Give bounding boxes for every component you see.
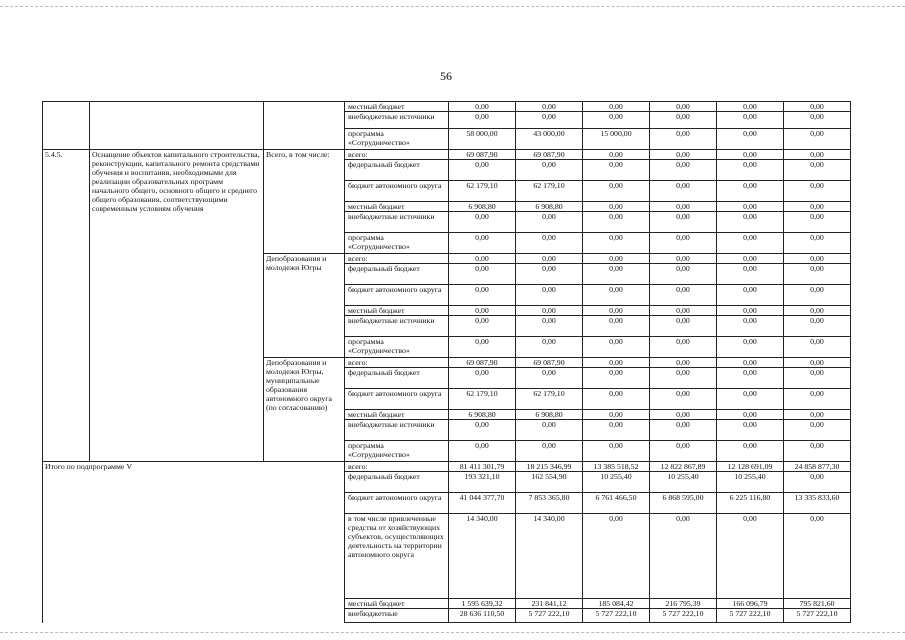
amount-cell: 0,00 — [650, 368, 717, 389]
funding-source-cell: всего: — [345, 254, 449, 264]
table-row — [43, 102, 851, 112]
amount-cell: 0,00 — [650, 264, 717, 285]
funding-source-cell: федеральный бюджет — [345, 368, 449, 389]
amount-cell: 0,00 — [583, 150, 650, 160]
amount-cell: 0,00 — [583, 112, 650, 129]
amount-cell: 0,00 — [583, 264, 650, 285]
amount-cell: 0,00 — [784, 285, 851, 306]
amount-cell: 0,00 — [516, 337, 583, 358]
amount-cell: 0,00 — [650, 181, 717, 202]
amount-cell: 0,00 — [650, 233, 717, 254]
amount-cell: 0,00 — [717, 150, 784, 160]
funding-source-cell: в том числе привлеченные средства от хозяйствующих субъектов, осуществляющих деятельность на территории автономного округа — [345, 514, 449, 599]
amount-cell: 14 340,00 — [516, 514, 583, 599]
amount-cell: 5 727 222,10 — [583, 609, 650, 623]
amount-cell: 0,00 — [784, 472, 851, 493]
amount-cell: 24 858 877,30 — [784, 462, 851, 472]
amount-cell: 0,00 — [717, 285, 784, 306]
funding-source-cell: внебюджетные источники — [345, 316, 449, 337]
amount-cell: 0,00 — [717, 212, 784, 233]
amount-cell: 0,00 — [784, 368, 851, 389]
amount-cell: 0,00 — [516, 441, 583, 462]
amount-cell: 0,00 — [583, 285, 650, 306]
funding-source-cell: федеральный бюджет — [345, 264, 449, 285]
amount-cell: 0,00 — [650, 389, 717, 410]
amount-cell: 5 727 222,10 — [784, 609, 851, 623]
amount-cell: 6 868 595,00 — [650, 493, 717, 514]
amount-cell: 0,00 — [583, 441, 650, 462]
amount-cell: 0,00 — [449, 316, 516, 337]
amount-cell: 0,00 — [717, 316, 784, 337]
amount-cell: 0,00 — [516, 306, 583, 316]
executor-cell: Депобразования и молодежи Югры — [264, 254, 345, 358]
amount-cell: 0,00 — [717, 202, 784, 212]
amount-cell: 6 908,80 — [516, 202, 583, 212]
amount-cell: 0,00 — [516, 102, 583, 112]
amount-cell: 0,00 — [784, 129, 851, 150]
funding-source-cell: всего: — [345, 358, 449, 368]
amount-cell: 0,00 — [717, 368, 784, 389]
amount-cell: 6 908,80 — [449, 410, 516, 420]
amount-cell: 0,00 — [516, 316, 583, 337]
amount-cell: 0,00 — [583, 212, 650, 233]
amount-cell: 0,00 — [583, 181, 650, 202]
funding-source-cell: бюджет автономного округа — [345, 493, 449, 514]
amount-cell: 0,00 — [449, 441, 516, 462]
amount-cell: 12 128 691,09 — [717, 462, 784, 472]
funding-source-cell: бюджет автономного округа — [345, 181, 449, 202]
amount-cell: 0,00 — [650, 337, 717, 358]
amount-cell: 0,00 — [784, 316, 851, 337]
amount-cell: 0,00 — [583, 358, 650, 368]
amount-cell: 0,00 — [516, 420, 583, 441]
amount-cell: 0,00 — [449, 285, 516, 306]
amount-cell: 0,00 — [516, 264, 583, 285]
amount-cell: 0,00 — [717, 306, 784, 316]
amount-cell: 0,00 — [583, 202, 650, 212]
funding-source-cell: программа «Сотрудничество» — [345, 233, 449, 254]
amount-cell: 62 179,10 — [516, 389, 583, 410]
budget-table-body — [43, 102, 851, 623]
funding-source-cell: местный бюджет — [345, 306, 449, 316]
amount-cell: 6 908,80 — [516, 410, 583, 420]
executor-cell — [264, 102, 345, 150]
funding-source-cell: внебюджетные — [345, 609, 449, 623]
amount-cell: 0,00 — [717, 337, 784, 358]
amount-cell: 0,00 — [583, 514, 650, 599]
amount-cell: 6 225 116,80 — [717, 493, 784, 514]
amount-cell: 69 087,90 — [516, 150, 583, 160]
amount-cell: 0,00 — [583, 389, 650, 410]
amount-cell: 0,00 — [516, 212, 583, 233]
amount-cell: 6 908,80 — [449, 202, 516, 212]
funding-source-cell: внебюджетные источники — [345, 212, 449, 233]
amount-cell: 0,00 — [650, 358, 717, 368]
amount-cell: 0,00 — [784, 514, 851, 599]
executor-cell: Депобразования и молодежи Югры, муниципальные образования автономного округа (по согласованию) — [264, 358, 345, 462]
amount-cell: 0,00 — [650, 441, 717, 462]
amount-cell: 0,00 — [449, 112, 516, 129]
amount-cell: 0,00 — [784, 112, 851, 129]
amount-cell: 10 255,40 — [717, 472, 784, 493]
amount-cell: 0,00 — [583, 160, 650, 181]
amount-cell: 0,00 — [784, 202, 851, 212]
amount-cell: 18 215 346,99 — [516, 462, 583, 472]
amount-cell: 0,00 — [717, 358, 784, 368]
amount-cell: 5 727 222,10 — [516, 609, 583, 623]
amount-cell: 0,00 — [784, 264, 851, 285]
budget-table — [42, 101, 851, 623]
scan-bottom-edge — [0, 632, 905, 633]
amount-cell: 0,00 — [784, 441, 851, 462]
amount-cell: 0,00 — [650, 306, 717, 316]
amount-cell: 0,00 — [583, 368, 650, 389]
amount-cell: 13 335 833,60 — [784, 493, 851, 514]
amount-cell: 0,00 — [784, 233, 851, 254]
row-number-cell: 5.4.5. — [43, 150, 90, 462]
amount-cell: 0,00 — [650, 160, 717, 181]
amount-cell: 62 179,10 — [449, 389, 516, 410]
funding-source-cell: внебюджетные источники — [345, 112, 449, 129]
amount-cell: 10 255,40 — [650, 472, 717, 493]
amount-cell: 69 087,90 — [449, 150, 516, 160]
funding-source-cell: внебюджетные источники — [345, 420, 449, 441]
row-number-cell — [43, 102, 90, 150]
amount-cell: 0,00 — [650, 112, 717, 129]
amount-cell: 0,00 — [717, 420, 784, 441]
amount-cell: 0,00 — [449, 212, 516, 233]
amount-cell: 166 096,79 — [717, 599, 784, 609]
amount-cell: 0,00 — [516, 160, 583, 181]
amount-cell: 0,00 — [449, 337, 516, 358]
funding-source-cell: местный бюджет — [345, 102, 449, 112]
amount-cell: 5 727 222,10 — [650, 609, 717, 623]
amount-cell: 0,00 — [784, 212, 851, 233]
funding-source-cell: всего: — [345, 150, 449, 160]
amount-cell: 0,00 — [784, 160, 851, 181]
funding-source-cell: программа «Сотрудничество» — [345, 129, 449, 150]
amount-cell: 0,00 — [449, 254, 516, 264]
amount-cell: 0,00 — [784, 389, 851, 410]
amount-cell: 6 761 466,50 — [583, 493, 650, 514]
amount-cell: 0,00 — [717, 410, 784, 420]
amount-cell: 0,00 — [516, 285, 583, 306]
funding-source-cell: местный бюджет — [345, 202, 449, 212]
amount-cell: 0,00 — [516, 368, 583, 389]
amount-cell: 0,00 — [717, 254, 784, 264]
funding-source-cell: программа «Сотрудничество» — [345, 441, 449, 462]
amount-cell: 0,00 — [650, 254, 717, 264]
amount-cell: 0,00 — [717, 160, 784, 181]
total-label-cell: Итого по подпрограмме V — [43, 462, 345, 623]
amount-cell: 0,00 — [717, 129, 784, 150]
amount-cell: 10 255,40 — [583, 472, 650, 493]
amount-cell: 0,00 — [583, 254, 650, 264]
amount-cell: 0,00 — [583, 316, 650, 337]
amount-cell: 0,00 — [583, 233, 650, 254]
amount-cell: 0,00 — [650, 420, 717, 441]
amount-cell: 5 727 222,10 — [717, 609, 784, 623]
amount-cell: 81 411 301,79 — [449, 462, 516, 472]
amount-cell: 231 841,12 — [516, 599, 583, 609]
amount-cell: 15 000,00 — [583, 129, 650, 150]
funding-source-cell: федеральный бюджет — [345, 160, 449, 181]
amount-cell: 185 084,42 — [583, 599, 650, 609]
amount-cell: 0,00 — [449, 160, 516, 181]
amount-cell: 58 000,00 — [449, 129, 516, 150]
amount-cell: 795 821,60 — [784, 599, 851, 609]
funding-source-cell: местный бюджет — [345, 599, 449, 609]
amount-cell: 0,00 — [784, 358, 851, 368]
amount-cell: 0,00 — [516, 233, 583, 254]
amount-cell: 0,00 — [784, 150, 851, 160]
amount-cell: 12 822 867,89 — [650, 462, 717, 472]
amount-cell: 0,00 — [583, 306, 650, 316]
amount-cell: 162 554,90 — [516, 472, 583, 493]
amount-cell: 0,00 — [784, 254, 851, 264]
amount-cell: 0,00 — [784, 181, 851, 202]
amount-cell: 0,00 — [449, 420, 516, 441]
amount-cell: 0,00 — [650, 129, 717, 150]
amount-cell: 0,00 — [583, 420, 650, 441]
amount-cell: 0,00 — [784, 306, 851, 316]
amount-cell: 69 087,90 — [516, 358, 583, 368]
amount-cell: 0,00 — [717, 233, 784, 254]
page-number: 56 — [440, 69, 452, 83]
funding-source-cell: местный бюджет — [345, 410, 449, 420]
amount-cell: 216 795,39 — [650, 599, 717, 609]
amount-cell: 0,00 — [516, 112, 583, 129]
amount-cell: 0,00 — [784, 420, 851, 441]
amount-cell: 7 853 365,80 — [516, 493, 583, 514]
funding-source-cell: бюджет автономного округа — [345, 285, 449, 306]
amount-cell: 0,00 — [650, 316, 717, 337]
table-row — [43, 150, 851, 160]
activity-cell — [90, 102, 264, 150]
amount-cell: 0,00 — [717, 264, 784, 285]
activity-cell: Оснащение объектов капитального строительства, реконструкции, капитального ремонта средствами обучения и воспитания, необходимыми для реализации образовательных программ начального общего, основного общего и среднего общего образования, соответствующими современным условиям обучения — [90, 150, 264, 462]
amount-cell: 193 321,10 — [449, 472, 516, 493]
amount-cell: 0,00 — [717, 181, 784, 202]
amount-cell: 0,00 — [650, 410, 717, 420]
amount-cell: 69 087,90 — [449, 358, 516, 368]
amount-cell: 0,00 — [717, 102, 784, 112]
amount-cell: 0,00 — [650, 212, 717, 233]
amount-cell: 0,00 — [650, 202, 717, 212]
scan-top-edge — [0, 6, 905, 7]
amount-cell: 0,00 — [449, 102, 516, 112]
amount-cell: 0,00 — [583, 102, 650, 112]
amount-cell: 0,00 — [650, 514, 717, 599]
amount-cell: 0,00 — [717, 389, 784, 410]
amount-cell: 0,00 — [583, 410, 650, 420]
funding-source-cell: программа «Сотрудничество» — [345, 337, 449, 358]
table-row — [43, 462, 851, 472]
amount-cell: 0,00 — [650, 150, 717, 160]
amount-cell: 43 000,00 — [516, 129, 583, 150]
amount-cell: 41 044 377,70 — [449, 493, 516, 514]
amount-cell: 0,00 — [449, 233, 516, 254]
amount-cell: 1 595 639,32 — [449, 599, 516, 609]
amount-cell: 62 179,10 — [516, 181, 583, 202]
amount-cell: 0,00 — [717, 514, 784, 599]
amount-cell: 0,00 — [449, 306, 516, 316]
executor-cell: Всего, в том числе: — [264, 150, 345, 254]
amount-cell: 0,00 — [449, 368, 516, 389]
amount-cell: 13 385 518,52 — [583, 462, 650, 472]
funding-source-cell: всего: — [345, 462, 449, 472]
amount-cell: 0,00 — [717, 112, 784, 129]
funding-source-cell: бюджет автономного округа — [345, 389, 449, 410]
amount-cell: 0,00 — [784, 410, 851, 420]
amount-cell: 0,00 — [583, 337, 650, 358]
amount-cell: 0,00 — [784, 337, 851, 358]
amount-cell: 0,00 — [717, 441, 784, 462]
funding-source-cell: федеральный бюджет — [345, 472, 449, 493]
amount-cell: 0,00 — [516, 254, 583, 264]
amount-cell: 0,00 — [650, 102, 717, 112]
amount-cell: 28 636 110,50 — [449, 609, 516, 623]
amount-cell: 0,00 — [650, 285, 717, 306]
amount-cell: 14 340,00 — [449, 514, 516, 599]
amount-cell: 0,00 — [449, 264, 516, 285]
amount-cell: 0,00 — [784, 102, 851, 112]
amount-cell: 62 179,10 — [449, 181, 516, 202]
